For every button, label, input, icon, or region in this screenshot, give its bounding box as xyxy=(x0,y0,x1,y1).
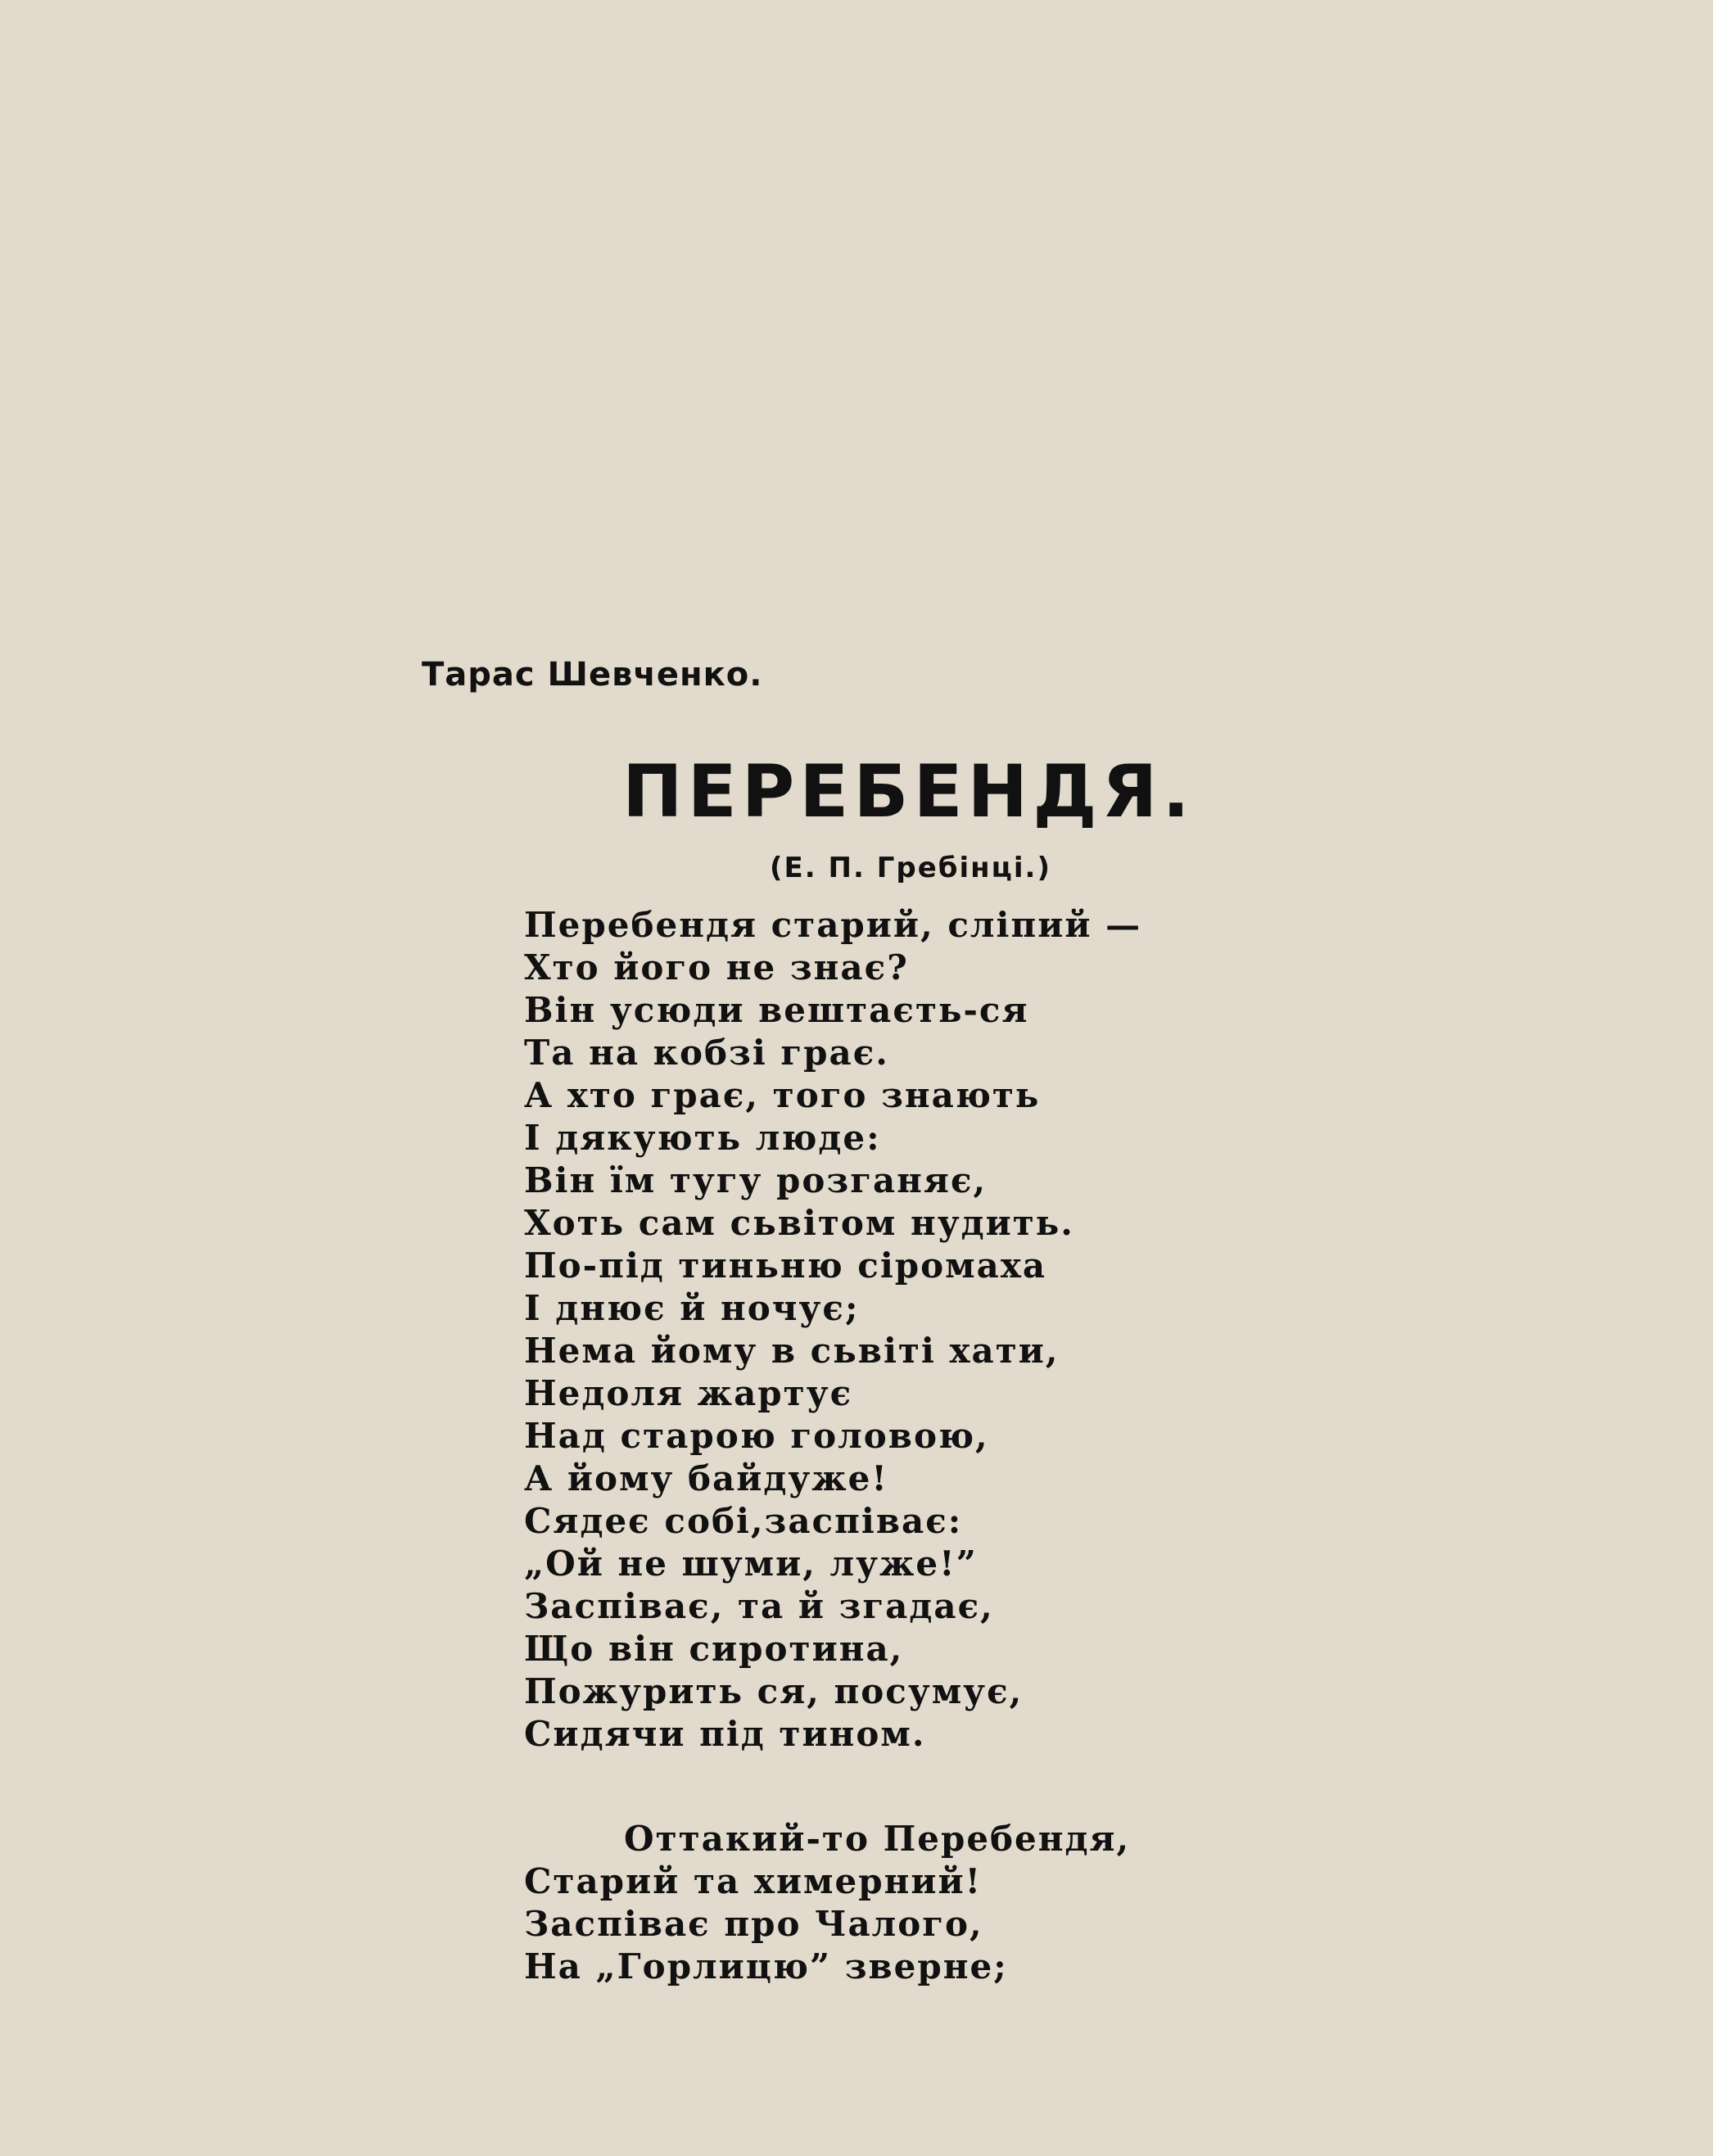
verse-line: Пожурить ся, посумує, xyxy=(524,1671,1024,1711)
verse-line: А хто грає, того знають xyxy=(524,1075,1041,1115)
verse-line: На „Горлицю” зверне; xyxy=(524,1946,1008,1987)
verse-line: Над старою головою, xyxy=(524,1416,989,1456)
verse-line: Хоть сам сьвітом нудить. xyxy=(524,1203,1074,1243)
verse-line: Він усюди вештаєть-ся xyxy=(524,990,1029,1030)
verse-line: Він їм тугу розганяє, xyxy=(524,1160,988,1200)
verse-line: Заспіває, та й згадає, xyxy=(524,1586,994,1626)
verse-line: Заспіває про Чалого, xyxy=(524,1904,983,1944)
verse-line: Сидячи під тином. xyxy=(524,1714,926,1754)
verse-line: А йому байдуже! xyxy=(524,1458,888,1498)
verse-line: „Ой не шуми, луже!” xyxy=(524,1544,978,1584)
dedication: (Е. П. Гребінці.) xyxy=(770,852,1051,884)
verse-line: По-під тиньню сіромаха xyxy=(524,1245,1047,1286)
verse-line: Що він сиротина, xyxy=(524,1629,904,1669)
verse-line: Хто його не знає? xyxy=(524,947,909,988)
verse-line: Старий та химерний! xyxy=(524,1861,983,1901)
verse-line: Перебендя старий, сліпий — xyxy=(524,905,1142,945)
stanza-2 xyxy=(524,1818,1130,1988)
stanza-1 xyxy=(524,904,1141,1756)
verse-line: І дякують люде: xyxy=(524,1118,881,1158)
verse-line: Сядеє собі,заспіває: xyxy=(524,1501,963,1541)
verse-line: Недоля жартує xyxy=(524,1373,853,1413)
verse-line: Оттакий-то Перебендя, xyxy=(624,1819,1131,1859)
verse-line: І днює й ночує; xyxy=(524,1288,860,1328)
author-name: Тарас Шевченко. xyxy=(422,656,763,694)
verse-line: Нема йому в сьвіті хати, xyxy=(524,1331,1060,1371)
poem-title: ПЕРЕБЕНДЯ. xyxy=(622,749,1195,834)
verse-line: Та на кобзі грає. xyxy=(524,1033,889,1073)
